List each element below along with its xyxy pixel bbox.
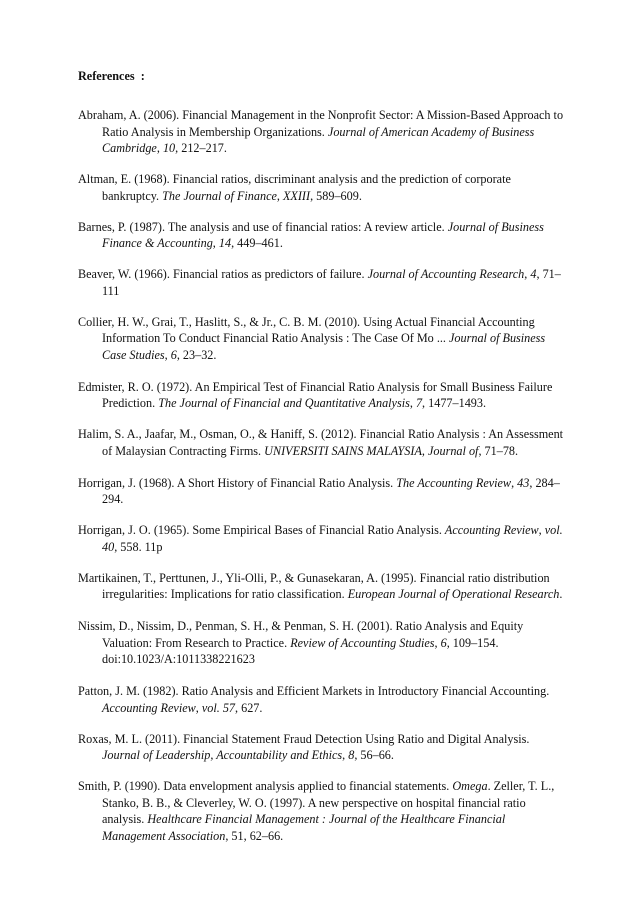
reference-journal: UNIVERSITI SAINS MALAYSIA bbox=[264, 443, 422, 458]
reference-volume: 7 bbox=[415, 396, 423, 410]
reference-journal: The Accounting Review bbox=[396, 475, 512, 490]
reference-volume: Journal of bbox=[427, 443, 479, 458]
reference-entry bbox=[78, 475, 568, 508]
reference-entry bbox=[78, 171, 568, 204]
reference-journal: Omega bbox=[452, 779, 488, 793]
reference-pre: Altman, E. (1968). Financial ratios, discriminant analysis and the prediction of corporate bankruptcy. bbox=[78, 172, 511, 203]
reference-list bbox=[78, 107, 568, 860]
reference-entry bbox=[78, 314, 568, 364]
reference-entry bbox=[78, 266, 568, 299]
reference-entry bbox=[78, 778, 568, 844]
reference-volume: vol. 57 bbox=[201, 700, 236, 715]
reference-pre: Halim, S. A., Jaafar, M., Osman, O., & Haniff, S. (2012). Financial Ratio Analysis : An Assessment of Malaysian Contracting Firms. bbox=[78, 427, 564, 458]
reference-volume: 43 bbox=[517, 475, 530, 490]
reference-pre: Roxas, M. L. (2011). Financial Statement Fraud Detection Using Ratio and Digital Analysis. bbox=[78, 731, 530, 746]
reference-volume: 6 bbox=[440, 635, 447, 650]
reference-pre: Martikainen, T., Perttunen, J., Yli-Olli, P., & Gunasekaran, A. (1995). Financial ratio distribution irregularities: Implications for ratio classification. bbox=[78, 570, 550, 601]
reference-mid: , bbox=[276, 188, 283, 203]
reference-post: , 558. 11p bbox=[114, 539, 163, 554]
reference-journal: Accounting Review bbox=[102, 700, 196, 715]
reference-entry bbox=[78, 522, 568, 555]
reference-mid: , bbox=[156, 141, 163, 155]
reference-volume: 14 bbox=[218, 236, 232, 250]
reference-volume: Healthcare Financial Management : Journal of the Healthcare Financial Management Association bbox=[102, 812, 506, 843]
reference-volume: vol. 40 bbox=[102, 523, 563, 554]
reference-journal: Journal of Business Finance & Accounting bbox=[102, 219, 544, 250]
reference-pre: Patton, J. M. (1982). Ratio Analysis and Efficient Markets in Introductory Financial Accounting. bbox=[78, 684, 550, 698]
reference-mid: , bbox=[212, 236, 219, 250]
reference-post: , 212–217. bbox=[175, 141, 227, 155]
reference-pre: Barnes, P. (1987). The analysis and use of financial ratios: A review article. bbox=[78, 219, 448, 234]
reference-mid: , bbox=[409, 396, 416, 410]
reference-volume: 10 bbox=[162, 141, 176, 155]
reference-post: , 1477–1493. bbox=[422, 396, 487, 410]
reference-pre: Abraham, A. (2006). Financial Management in the Nonprofit Sector: A Mission-Based Approach to Ratio Analysis in Membership Organizations. bbox=[78, 108, 564, 139]
reference-pre: Beaver, W. (1966). Financial ratios as predictors of failure. bbox=[78, 267, 368, 281]
reference-mid: . Zeller, T. L., Stanko, B. B., & Cleverley, W. O. (1997). A new perspective on hospital financial ratio analysis. bbox=[102, 779, 555, 826]
reference-entry bbox=[78, 731, 568, 764]
reference-pre: Horrigan, J. O. (1965). Some Empirical Bases of Financial Ratio Analysis. bbox=[78, 523, 445, 537]
reference-mid: , bbox=[434, 635, 441, 650]
reference-post: , 56–66. bbox=[354, 748, 394, 762]
reference-post: , 449–461. bbox=[231, 236, 283, 250]
reference-mid: , bbox=[195, 700, 202, 715]
reference-entry bbox=[78, 570, 568, 603]
reference-post: , 109–154. doi:10.1023/A:1011338221623 bbox=[102, 635, 499, 666]
reference-entry bbox=[78, 683, 568, 716]
reference-journal: Journal of Leadership, Accountability and Ethics bbox=[102, 748, 343, 762]
reference-journal: The Journal of Finance bbox=[162, 188, 277, 203]
reference-pre: Edmister, R. O. (1972). An Empirical Test of Financial Ratio Analysis for Small Business Failure Prediction. bbox=[78, 379, 553, 410]
reference-pre: Collier, H. W., Grai, T., Haslitt, S., & Jr., C. B. M. (2010). Using Actual Financial Accounting Information To Conduct Financial Ratio Analysis : The Case Of Mo ... bbox=[78, 314, 535, 345]
reference-journal: Accounting Review bbox=[444, 523, 539, 537]
reference-volume: XXIII bbox=[282, 188, 311, 203]
reference-mid: , bbox=[421, 443, 428, 458]
reference-mid: , bbox=[524, 267, 531, 281]
references-heading: References : bbox=[78, 69, 145, 83]
reference-entry bbox=[78, 219, 568, 252]
reference-entry bbox=[78, 107, 568, 157]
reference-entry bbox=[78, 618, 568, 668]
reference-journal: Journal of Business Case Studies bbox=[102, 331, 546, 362]
reference-mid: , bbox=[538, 523, 545, 537]
reference-post: , 71–111 bbox=[102, 267, 561, 298]
reference-journal: European Journal of Operational Research bbox=[347, 587, 560, 601]
reference-post: , 589–609. bbox=[310, 188, 362, 203]
reference-entry bbox=[78, 379, 568, 412]
reference-post: , 284–294. bbox=[102, 475, 560, 506]
reference-volume: 8 bbox=[348, 748, 355, 762]
reference-post: , 51, 62–66. bbox=[225, 828, 284, 843]
reference-post: . bbox=[559, 587, 563, 601]
reference-post: , 627. bbox=[235, 700, 263, 715]
reference-journal: Journal of American Academy of Business Cambridge bbox=[102, 124, 535, 155]
reference-post: , 71–78. bbox=[478, 443, 519, 458]
reference-mid: , bbox=[164, 347, 171, 362]
reference-journal: Journal of Accounting Research bbox=[367, 267, 525, 281]
reference-volume: 6 bbox=[170, 347, 177, 362]
reference-post: , 23–32. bbox=[176, 347, 217, 362]
reference-pre: Nissim, D., Nissim, D., Penman, S. H., & Penman, S. H. (2001). Ratio Analysis and Equity Valuation: From Research to Practice. bbox=[78, 619, 524, 650]
reference-mid: , bbox=[342, 748, 349, 762]
reference-journal: The Journal of Financial and Quantitative Analysis bbox=[158, 396, 410, 410]
reference-pre: Horrigan, J. (1968). A Short History of Financial Ratio Analysis. bbox=[78, 475, 397, 490]
reference-journal: Review of Accounting Studies bbox=[290, 635, 435, 650]
reference-pre: Smith, P. (1990). Data envelopment analysis applied to financial statements. bbox=[78, 779, 453, 793]
reference-volume: 4 bbox=[530, 267, 537, 281]
reference-entry bbox=[78, 426, 568, 459]
reference-mid: , bbox=[511, 475, 518, 490]
